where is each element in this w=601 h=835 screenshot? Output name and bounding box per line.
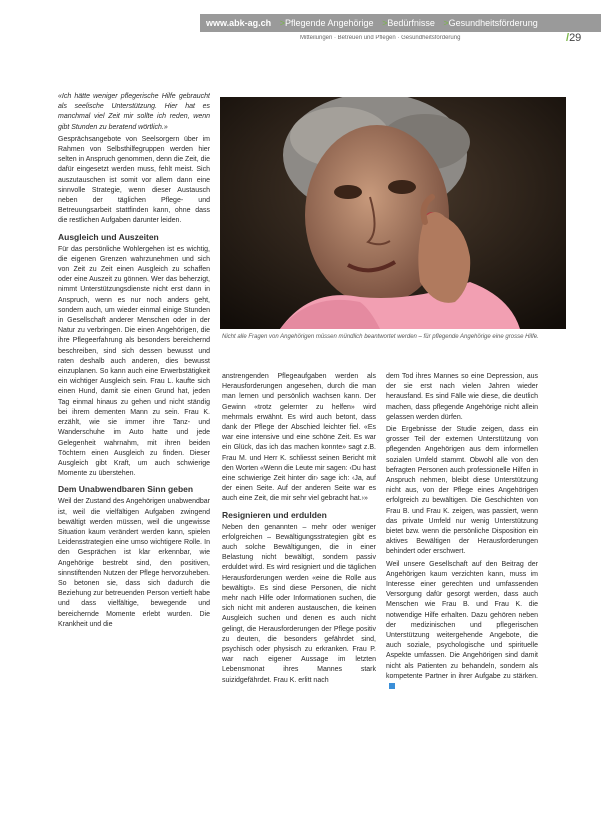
chevron-right-icon: > [443, 18, 449, 28]
site-url: www.abk-ag.ch [206, 18, 272, 28]
paragraph-text: Weil unsere Gesellschaft auf den Beitrag der Angehörigen kaum verzichten kann, muss im Interesse einer gerechten und umfassenden Versorgung dafür gesorgt werden, dass auch Menschen wie Frau B. und Frau K. die notwendige Hilfe erhalten. Dazu gehören neben der medizinischen und pflegerischen Unterstützung weitergehende Angebote, die auch soziale, psychologische und spirituelle Aspekte umfassen. Die Angehörigen sind damit nicht als Patienten zu behandeln, sondern als kompetente Partner in ihrer Aufgabe zu stärken. [386, 560, 538, 680]
paragraph: Weil der Zustand des Angehörigen unabwendbar ist, weil die vielfältigen Aufgaben zwingend bewältigt werden müssen, weil die ungewisse Situation kaum verändert werden kann, spielen Leidensstrategien eine umso wichtigere Rolle. In den Gesprächen ist klar erkennbar, wie Angehörige bestrebt sind, den positiven, sinnstiftenden Nutzen der Pflege hervorzuheben. So betonen sie, dass sich dadurch die Beziehung zur betreuenden Person vertieft habe und dass vielfältige, bewegende und bereichernde Momente erlebt wurden. Die Krankheit und die [58, 498, 210, 628]
paragraph: Neben den genannten – mehr oder weniger erfolgreichen – Bewältigungsstrategien gibt es auch solche Bewältigungen, die in einer Belastung nicht bewältigt, sondern passiv erduldet wird. Es wird resigniert und die täglichen Herausforderungen werden «eine die Rolle aus bewältigt». Es sind diese Personen, die nicht mehr nach Hilfe oder Informationen suchen, die sich nicht mit anderen austauschen, die keinen Ausgleich suchen und denen es auch nicht gelingt, die Herausforderungen der Pflege positiv zu deuten, die besonders gefährdet sind, psychisch oder physisch zu erkranken. Frau P. war nach eigener Aussage im letzten Lebensmonat ihres Mannes stark suizidgefährdet. Frau K. erlitt nach [222, 523, 376, 684]
nav-item-2: >Bedürfnisse [382, 18, 435, 28]
paragraph: anstrengenden Pflegeaufgaben werden als Herausforderungen angesehen, durch die man man lernen und persönlich wachsen kann. Der Gewinn «trotz gelernter zu helfen» wird mehrmals erwähnt. Es wird auch betont, dass dank der Pflege der Abschied leichter fiel. «Es war eine intensive und eine schöne Zeit. Es war ein Glück, das ich das machen konnte» sagt z.B. Frau M. und Herr K. schliesst seinen Bericht mit den Worten «Wenn die Leute mir sagen: ‹Du hast eine schwierige Zeit hinter dir› sage ich: ‹Ja, auf der einen Seite. Auf der anderen Seite war es auch eine Zeit, die mir sehr viel gebracht hat.›» [222, 373, 376, 503]
portrait-photo [220, 97, 566, 329]
section-heading: Resignieren und erdulden [222, 509, 327, 520]
end-mark-icon [389, 683, 395, 689]
nav-item-3: >Gesundheitsförderung [443, 18, 538, 28]
paragraph: Für das persönliche Wohlergehen ist es wichtig, die eigenen Grenzen wahrzunehmen und sich von Zeit zu Zeit einen Ausgleich zu schaffen oder eine Auszeit zu gönnen. Wer das beherzigt, nimmt Unterstützungsdienste nicht erst dann in Anspruch, wenn es nur noch anders geht, sondern auch, um wieder einmal einige Stunden in Gesellschaft anderer Menschen oder in der Natur zu verbringen. Die einen Angehörigen, die ihre Pflegeerfahrung als besonders bereichernd beschreiben, sind sich dessen bewusst und raten deshalb auch anderen, dies bewusst einzuplanen. So kann auch eine Erwerbstätigkeit ein wichtiger Ausgleich sein. Frau L. kaufte sich einen Hund, damit sie einen Grund hat, jeden Tag einmal hinaus zu gehen und nicht ständig bei ihrem dementen Mann zu sein. Frau K. erzählt, wie sie immer ihre Tanz- und Wanderschuhe im Auto hatte und jede Gelegenheit wahrnahm, mit ihren beiden Töchtern einen Ausgleich zu finden. Dieser Ausgleich gibt Kraft, um auch schwierige Momente zu überstehen. [58, 245, 210, 478]
section-heading: Dem Unabwendbaren Sinn geben [58, 484, 194, 495]
paragraph: dem Tod ihres Mannes so eine Depression, aus der sie erst nach vielen Jahren wieder herausfand. Es sind Fälle wie diese, die deutlich machen, dass pflegende Angehörige nicht allein gelassen werden dürfen. [386, 373, 538, 421]
column-1 [58, 92, 210, 812]
chevron-right-icon: > [279, 18, 285, 28]
running-head: Mitteilungen · Betreuen und Pflegen · Gesundheitsförderung [300, 35, 461, 41]
photo-caption: Nicht alle Fragen von Angehörigen müssen mündlich beantwortet werden – für pflegende Angehörige eine grosse Hilfe. [222, 334, 539, 340]
chevron-right-icon: > [382, 18, 388, 28]
page-number: /29 [566, 32, 582, 44]
paragraph [386, 560, 538, 693]
column-2 [222, 372, 376, 792]
nav-item-1: >Pflegende Angehörige [279, 18, 374, 28]
pull-quote: «Ich hätte weniger pflegerische Hilfe gebraucht als seelische Unterstützung. Hier hat es manchmal viel Zeit mir sollte ich reden, wenn gibt Stunden zu beratend wörtlich.» [58, 93, 210, 131]
header-bar [200, 14, 601, 32]
column-3 [386, 372, 538, 792]
paragraph: Die Ergebnisse der Studie zeigen, dass ein grosser Teil der externen Unterstützung von pflegenden Angehörigen aus dem informellen sozialen Umfeld stammt. Obwohl alle von den befragten Personen auch professionelle Hilfen in Anspruch nehmen, bleibt diese Unterstützung nicht aus, von der Pflege eines Angehörigen erfolgreich zu bewältigen. Die Geschichten von Frau B. und Frau K. zeigen, was passiert, wenn das private Umfeld nur wenig Unterstützung bietet bzw. wenn die persönliche Disposition ein aktives Bewältigen der Herausforderungen behindert oder erschwert. [386, 426, 538, 556]
section-heading: Ausgleich und Auszeiten [58, 231, 159, 242]
paragraph: Gesprächsangebote von Seelsorgern über im Rahmen von Selbsthilfegruppen werden hier selten in Anspruch genommen, denn die Zeit, die dafür eingesetzt werden muss, fehlt meist. Sich auszutauschen ist somit vor allem dann eine sinnvolle Strategie, wenn dieser Austausch neben der täglichen Pflege- und Betreuungsarbeit stattfinden kann, ohne dass die restlichen Aufgaben darunter leiden. [58, 135, 210, 225]
